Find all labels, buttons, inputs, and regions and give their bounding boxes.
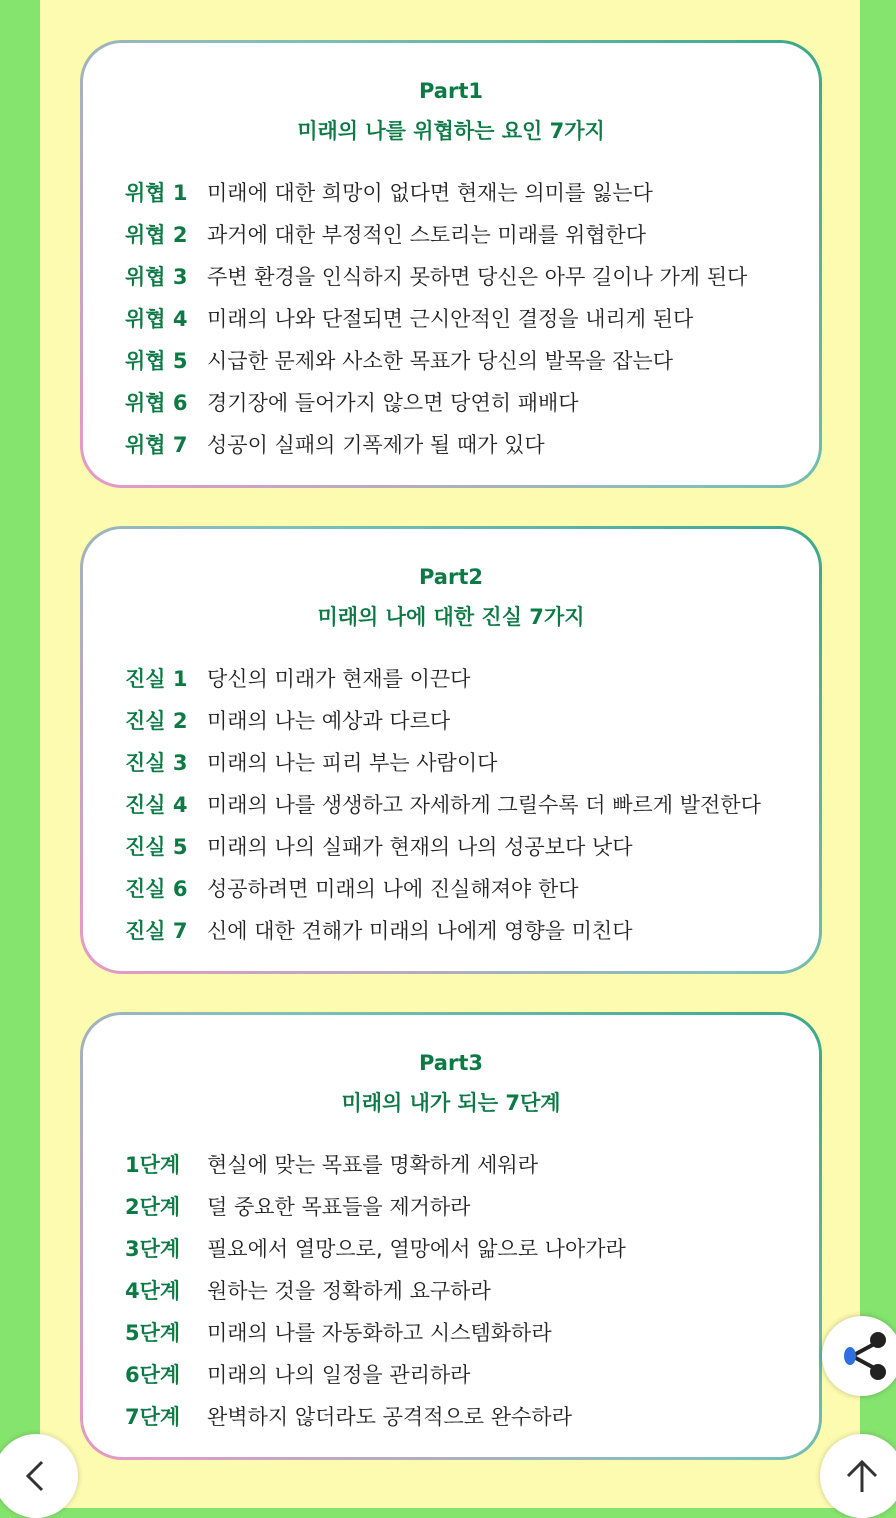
item-tag: 6단계	[125, 1363, 181, 1387]
section-part-label: Part3	[418, 1051, 483, 1075]
item-tag: 5단계	[125, 1321, 181, 1345]
list-item	[125, 339, 799, 381]
share-icon	[822, 1316, 896, 1396]
list-item	[125, 381, 799, 423]
item-tag: 진실 1	[125, 667, 188, 691]
section-part-label: Part1	[418, 79, 483, 103]
list-item	[125, 867, 799, 909]
list-item	[125, 255, 799, 297]
section-card-part3	[80, 1012, 822, 1460]
item-tag: 진실 5	[125, 835, 188, 859]
item-text: 필요에서 열망으로, 열망에서 앎으로 나아가라	[207, 1237, 626, 1261]
item-text: 미래의 나의 실패가 현재의 나의 성공보다 낫다	[207, 835, 633, 859]
item-tag: 위협 7	[125, 433, 188, 457]
list-item	[125, 1269, 799, 1311]
item-tag: 4단계	[125, 1279, 181, 1303]
list-item	[125, 825, 799, 867]
section-title: 미래의 나를 위협하는 요인 7가지	[297, 119, 605, 143]
item-tag: 진실 4	[125, 793, 188, 817]
item-tag: 위협 1	[125, 181, 188, 205]
list-item	[125, 213, 799, 255]
item-tag: 진실 7	[125, 919, 188, 943]
item-text: 미래의 나를 자동화하고 시스템화하라	[207, 1321, 552, 1345]
item-text: 덜 중요한 목표들을 제거하라	[207, 1195, 471, 1219]
arrow-up-icon	[842, 1456, 882, 1496]
item-list	[125, 657, 799, 951]
section-title: 미래의 나에 대한 진실 7가지	[317, 605, 585, 629]
section-card-part1	[80, 40, 822, 488]
section-card-part2	[80, 526, 822, 974]
list-item	[125, 1227, 799, 1269]
list-item	[125, 423, 799, 465]
item-tag: 3단계	[125, 1237, 181, 1261]
item-text: 미래의 나와 단절되면 근시안적인 결정을 내리게 된다	[207, 307, 694, 331]
item-text: 미래의 나를 생생하고 자세하게 그릴수록 더 빠르게 발전한다	[207, 793, 761, 817]
item-text: 미래의 나의 일정을 관리하라	[207, 1363, 471, 1387]
list-item	[125, 741, 799, 783]
item-text: 성공하려면 미래의 나에 진실해져야 한다	[207, 877, 579, 901]
item-text: 원하는 것을 정확하게 요구하라	[207, 1279, 491, 1303]
list-item	[125, 657, 799, 699]
item-tag: 진실 6	[125, 877, 188, 901]
item-tag: 2단계	[125, 1195, 181, 1219]
item-tag: 진실 3	[125, 751, 188, 775]
list-item	[125, 1143, 799, 1185]
list-item	[125, 1185, 799, 1227]
list-item	[125, 297, 799, 339]
item-tag: 7단계	[125, 1405, 181, 1429]
item-list	[125, 1143, 799, 1437]
item-tag: 1단계	[125, 1153, 181, 1177]
list-item	[125, 171, 799, 213]
scroll-top-button[interactable]	[820, 1434, 896, 1518]
item-tag: 위협 3	[125, 265, 188, 289]
item-list	[125, 171, 799, 465]
item-text: 경기장에 들어가지 않으면 당연히 패배다	[207, 391, 579, 415]
item-text: 미래에 대한 희망이 없다면 현재는 의미를 잃는다	[207, 181, 653, 205]
section-part-label: Part2	[418, 565, 483, 589]
item-text: 현실에 맞는 목표를 명확하게 세워라	[207, 1153, 538, 1177]
item-text: 성공이 실패의 기폭제가 될 때가 있다	[207, 433, 545, 457]
item-text: 주변 환경을 인식하지 못하면 당신은 아무 길이나 가게 된다	[207, 265, 748, 289]
item-tag: 위협 2	[125, 223, 188, 247]
item-tag: 진실 2	[125, 709, 188, 733]
item-tag: 위협 4	[125, 307, 188, 331]
item-text: 미래의 나는 피리 부는 사람이다	[207, 751, 498, 775]
list-item	[125, 909, 799, 951]
item-text: 미래의 나는 예상과 다르다	[207, 709, 451, 733]
list-item	[125, 1353, 799, 1395]
item-text: 과거에 대한 부정적인 스토리는 미래를 위협한다	[207, 223, 647, 247]
item-text: 완벽하지 않더라도 공격적으로 완수하라	[207, 1405, 572, 1429]
list-item	[125, 783, 799, 825]
item-text: 신에 대한 견해가 미래의 나에게 영향을 미친다	[207, 919, 633, 943]
item-tag: 위협 5	[125, 349, 188, 373]
section-title: 미래의 내가 되는 7단계	[341, 1091, 561, 1115]
item-text: 시급한 문제와 사소한 목표가 당신의 발목을 잡는다	[207, 349, 674, 373]
item-text: 당신의 미래가 현재를 이끈다	[207, 667, 471, 691]
item-tag: 위협 6	[125, 391, 188, 415]
list-item	[125, 699, 799, 741]
chevron-left-icon	[16, 1456, 56, 1496]
list-item	[125, 1311, 799, 1353]
share-button[interactable]	[822, 1316, 896, 1396]
list-item	[125, 1395, 799, 1437]
